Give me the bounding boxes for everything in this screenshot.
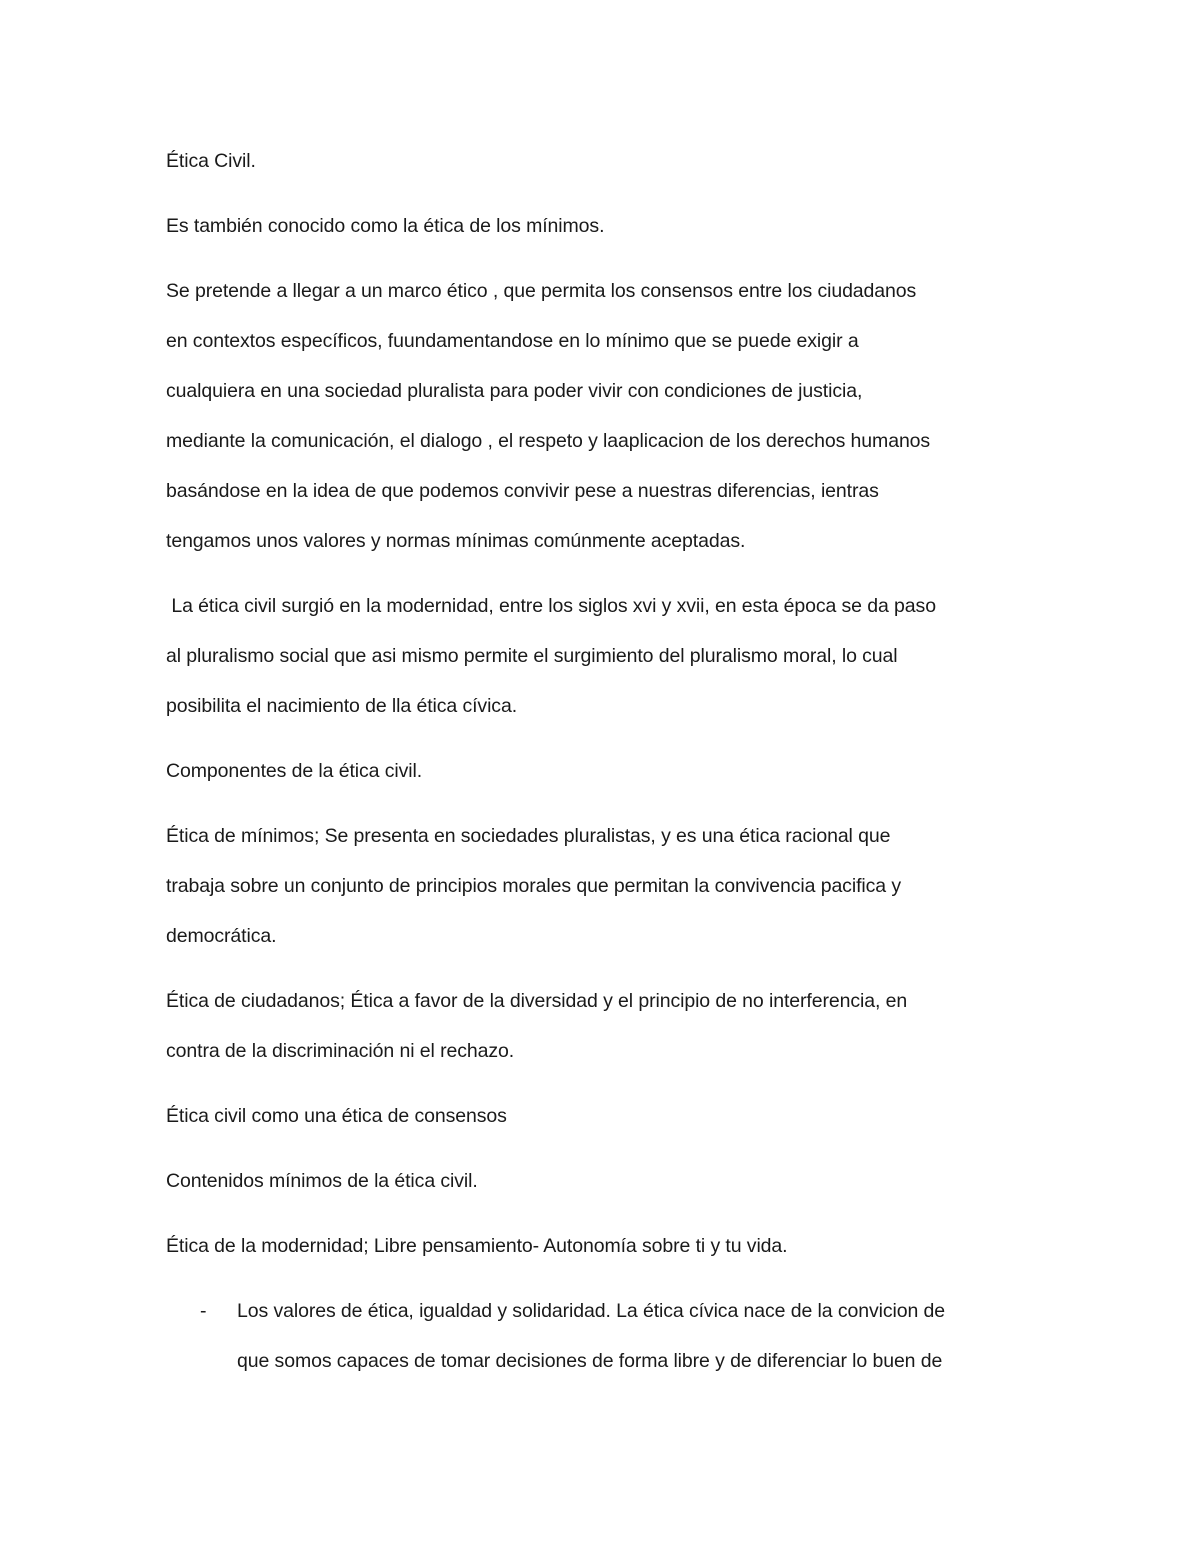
paragraph-line: La ética civil surgió en la modernidad, entre los siglos xvi y xvii, en esta época se da paso [166, 595, 936, 617]
paragraph-line: Se pretende a llegar a un marco ético , que permita los consensos entre los ciudadanos [166, 280, 917, 302]
document-title: Ética Civil. [166, 150, 256, 172]
list-item [166, 1286, 1046, 1336]
list-item-continuation [166, 1336, 1046, 1386]
list-item-text: que somos capaces de tomar decisiones de forma libre y de diferenciar lo buen de [237, 1350, 943, 1372]
modernidad-line: Ética de la modernidad; Libre pensamiento- Autonomía sobre ti y tu vida. [166, 1235, 788, 1257]
document-body [166, 136, 1046, 1386]
list-item-text: Los valores de ética, igualdad y solidaridad. La ética cívica nace de la convicion de [237, 1300, 946, 1322]
paragraph-line: posibilita el nacimiento de lla ética cívica. [166, 695, 518, 717]
list-bullet: - [200, 1300, 207, 1322]
paragraph-line: al pluralismo social que asi mismo permite el surgimiento del pluralismo moral, lo cual [166, 645, 898, 667]
consensos-line: Ética civil como una ética de consensos [166, 1105, 507, 1127]
paragraph-etica-ciudadanos [166, 976, 1046, 1076]
paragraph-line: trabaja sobre un conjunto de principios morales que permitan la convivencia pacifica y [166, 875, 901, 897]
contenidos-line: Contenidos mínimos de la ética civil. [166, 1170, 478, 1192]
paragraph-line: democrática. [166, 925, 277, 947]
paragraph-line: tengamos unos valores y normas mínimas comúnmente aceptadas. [166, 530, 746, 552]
paragraph-line: en contextos específicos, fuundamentandose en lo mínimo que se puede exigir a [166, 330, 859, 352]
paragraph-line: cualquiera en una sociedad pluralista para poder vivir con condiciones de justicia, [166, 380, 863, 402]
paragraph-line: mediante la comunicación, el dialogo , el respeto y laaplicacion de los derechos humanos [166, 430, 931, 452]
document-subtitle: Es también conocido como la ética de los mínimos. [166, 215, 605, 237]
paragraph-line: contra de la discriminación ni el rechazo. [166, 1040, 515, 1062]
paragraph-etica-minimos [166, 811, 1046, 961]
components-heading: Componentes de la ética civil. [166, 760, 423, 782]
paragraph-marco-etico [166, 266, 1046, 566]
paragraph-line: Ética de mínimos; Se presenta en sociedades pluralistas, y es una ética racional que [166, 825, 891, 847]
values-list [166, 1286, 1046, 1386]
paragraph-line: basándose en la idea de que podemos convivir pese a nuestras diferencias, ientras [166, 480, 879, 502]
paragraph-origen [166, 581, 1046, 731]
paragraph-line: Ética de ciudadanos; Ética a favor de la diversidad y el principio de no interferencia, en [166, 990, 908, 1012]
